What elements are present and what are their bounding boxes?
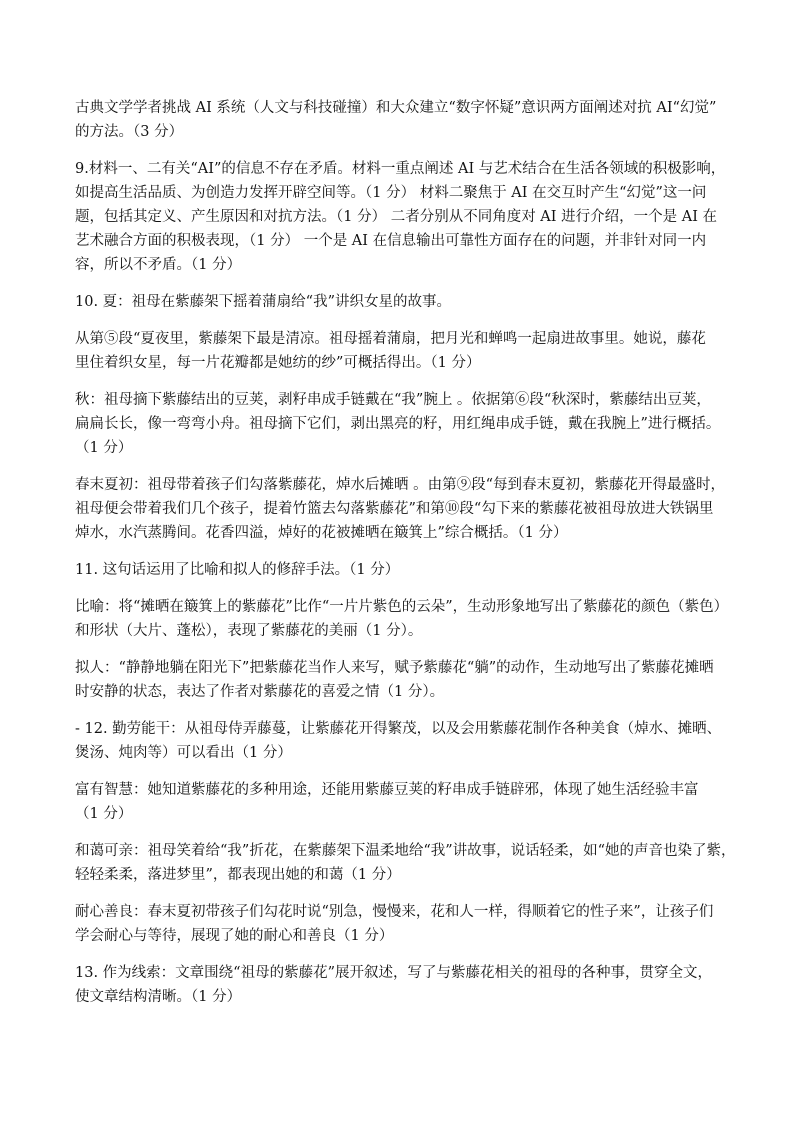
paragraph-answer-11-metaphor (75, 595, 727, 643)
text-line: 从第⑤段“夏夜里，紫藤架下最是清凉。祖母摇着蒲扇，把月光和蝉鸣一起扇进故事里。她说，藤花 (75, 331, 706, 347)
text-line: 轻轻柔柔，落进梦里”，都表现出她的和蔼（1 分） (75, 867, 401, 883)
text-line: 拟人：“静静地躺在阳光下”把紫藤花当作人来写，赋予紫藤花“躺”的动作，生动地写出了紫藤花摊晒 (75, 660, 714, 676)
text-line: 题，包括其定义、产生原因和对抗方法。（1 分） 二者分别从不同角度对 AI 进行介绍，一个是 AI 在 (75, 209, 718, 225)
text-line: 古典文学学者挑战 AI 系统（人文与科技碰撞）和大众建立“数字怀疑”意识两方面阐述对抗 AI“幻觉” (75, 100, 717, 116)
text-line: 的方法。（3 分） (75, 124, 184, 140)
text-line: 时安静的状态，表达了作者对紫藤花的喜爱之情（1 分）。 (75, 684, 445, 700)
paragraph-answer-10-summer-evidence (75, 327, 727, 375)
paragraph-answer-13 (75, 961, 727, 1009)
paragraph-answer-12-diligent (75, 717, 727, 765)
text-line: 秋：祖母摘下紫藤结出的豆荚，剥籽串成手链戴在“我”腕上 。依据第⑥段“秋深时，紫藤结出豆荚， (75, 392, 711, 408)
text-line: 祖母便会带着我们几个孩子，提着竹篮去勾落紫藤花”和第⑩段“勾下来的紫藤花被祖母放进大铁锅里 (75, 501, 714, 517)
paragraph-answer-10-autumn (75, 388, 727, 460)
paragraph-answer-10-summer (75, 290, 727, 314)
text-line: 耐心善良：春末夏初带孩子们勾花时说“别急，慢慢来，花和人一样，得顺着它的性子来”，让孩子们 (75, 904, 714, 920)
text-line: 使文章结构清晰。（1 分） (75, 989, 242, 1005)
paragraph-answer-12-kind (75, 839, 736, 887)
text-line: 里住着织女星，每一片花瓣都是她纺的纱”可概括得出。（1 分） (75, 355, 481, 371)
paragraph-ai-hallucination-method-end (75, 96, 727, 144)
text-line: （1 分） (75, 440, 133, 456)
paragraph-answer-9 (75, 157, 727, 277)
text-line: 10. 夏：祖母在紫藤架下摇着蒲扇给“我”讲织女星的故事。 (75, 294, 451, 310)
paragraph-answer-12-wise (75, 778, 727, 826)
text-line: 艺术融合方面的积极表现，（1 分） 一个是 AI 在信息输出可靠性方面存在的问题，并非针对同一内 (75, 233, 707, 249)
paragraph-answer-11-personification (75, 656, 727, 704)
text-line: 学会耐心与等待，展现了她的耐心和善良（1 分） (75, 928, 394, 944)
text-line: 春末夏初：祖母带着孩子们勾落紫藤花，焯水后摊晒 。由第⑨段“每到春末夏初，紫藤花开得最盛时， (75, 477, 726, 493)
text-line: - 12. 勤劳能干：从祖母侍弄藤蔓，让紫藤花开得繁茂，以及会用紫藤花制作各种美食（焯水、摊晒、 (75, 721, 722, 737)
text-line: 11. 这句话运用了比喻和拟人的修辞手法。（1 分） (75, 562, 400, 578)
text-line: 煲汤、炖肉等）可以看出（1 分） (75, 745, 292, 761)
text-line: 比喻：将“摊晒在簸箕上的紫藤花”比作“一片片紫色的云朵”，生动形象地写出了紫藤花的颜色（紫色） (75, 599, 729, 615)
answer-key-content (75, 96, 736, 1022)
paragraph-answer-12-patient (75, 900, 727, 948)
text-line: 富有智慧：她知道紫藤花的多种用途，还能用紫藤豆荚的籽串成手链辟邪，体现了她生活经验丰富 (75, 782, 699, 798)
text-line: （1 分） (75, 806, 133, 822)
text-line: 和形状（大片、蓬松），表现了紫藤花的美丽（1 分）。 (75, 623, 423, 639)
paragraph-answer-10-spring (75, 473, 727, 545)
text-line: 如提高生活品质、为创造力发挥开辟空间等。（1 分） 材料二聚焦于 AI 在交互时产生“幻觉”这一问 (75, 185, 707, 201)
text-line: 和蔼可亲：祖母笑着给“我”折花，在紫藤架下温柔地给“我”讲故事，说话轻柔，如“她的声音也染了紫， (75, 843, 736, 859)
text-line: 容，所以不矛盾。（1 分） (75, 257, 242, 273)
text-line: 9.材料一、二有关“AI”的信息不存在矛盾。材料一重点阐述 AI 与艺术结合在生活各领域的积极影响， (75, 161, 726, 177)
text-line: 13. 作为线索：文章围绕“祖母的紫藤花”展开叙述，写了与紫藤花相关的祖母的各种事，贯穿全文， (75, 965, 712, 981)
paragraph-answer-11 (75, 558, 727, 582)
text-line: 扁扁长长，像一弯弯小舟。祖母摘下它们，剥出黑亮的籽，用红绳串成手链，戴在我腕上”进行概括。 (75, 416, 721, 432)
text-line: 焯水，水汽蒸腾间。花香四溢，焯好的花被摊晒在簸箕上”综合概括。（1 分） (75, 525, 568, 541)
